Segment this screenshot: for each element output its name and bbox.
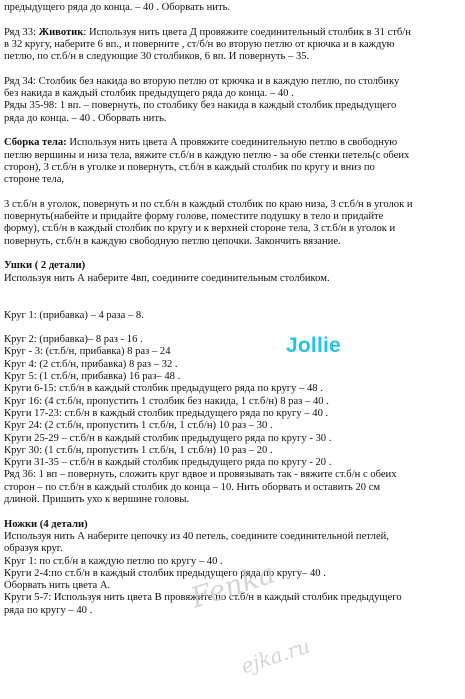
line-text: Круги 31-35 – ст.б/н в каждый столбик предыдущего ряда по кругу - 20 . — [4, 457, 332, 469]
line-text: Круги 6-15: ст.б/н в каждый столбик предыдущего ряда по кругу – 48 . — [4, 383, 323, 395]
text-line — [4, 334, 143, 346]
text-line — [4, 27, 411, 39]
text-line — [4, 383, 323, 395]
text-line — [4, 482, 380, 494]
line-text: Используя нить А наберите цепочку из 40 петель, соедините соединительной петлей, — [4, 530, 389, 542]
line-text: Ряд 34: Столбик без накида во вторую петлю от крючка и в каждую петлю, по столбику — [4, 75, 400, 87]
line-text: 3 ст.б/н в уголок, повернуть и по ст.б/н в каждый столбик по краю низа, 3 ст.б/н в уголок и — [4, 198, 413, 210]
line-text: Круг 1: (прибавка) – 4 раза – 8. — [4, 309, 144, 321]
line-text: петлю вершины и низа тела, вяжите ст.б/н в каждую петлю - за обе стенки петель(с обеих — [4, 149, 410, 161]
text-line — [4, 162, 375, 174]
line-text: образуя круг. — [4, 543, 63, 555]
line-text: Круги 2-4:по ст.б/н в каждый столбик предыдущего ряда по кругу– 40 . — [4, 567, 326, 579]
text-line — [4, 531, 389, 543]
text-line — [4, 310, 144, 322]
section-heading: Животик — [38, 26, 84, 38]
text-line — [4, 174, 64, 186]
line-text: сторон), 3 ст.б/н в уголке и повернуть, ст.б/н в каждый столбик по кругу и вниз по — [4, 161, 375, 173]
text-line — [4, 396, 329, 408]
text-line — [4, 223, 395, 235]
text-line — [4, 568, 326, 580]
text-line — [4, 100, 396, 112]
line-text: : Используя нить цвета Д провяжите соединительный столбик в 31 стб/н — [83, 26, 411, 38]
line-text: длиной. Пришить ухо к вершине головы. — [4, 494, 190, 505]
text-line — [4, 469, 397, 481]
text-line — [4, 236, 341, 248]
line-text: Круги 17-23: ст.б/н в каждый столбик предыдущего ряда по кругу – 40 . — [4, 407, 329, 419]
section-heading: Ножки (4 детали) — [4, 518, 88, 530]
text-line — [4, 51, 309, 63]
section-heading: Ушки ( 2 детали) — [4, 260, 86, 272]
text-line — [4, 420, 273, 432]
section-heading: Сборка тела: — [4, 137, 67, 149]
line-text: повернуть, ст.б/н в каждую свободную петлю цепочки. Закончить вязание. — [4, 235, 341, 247]
text-line — [4, 580, 110, 592]
line-text: в 32 кругу, наберите 6 вп., и поверните , ст/б/н во вторую петлю от крючка и в каждую — [4, 38, 395, 50]
text-line — [4, 260, 85, 272]
text-line — [4, 556, 223, 568]
text-line — [4, 273, 330, 285]
text-line — [4, 39, 395, 51]
line-text: Ряд 36: 1 вп – повернуть, сложить круг вдвое и провязывать так - вяжите ст.б/н с обеих — [4, 469, 397, 481]
text-line — [4, 494, 189, 506]
text-line — [4, 543, 63, 555]
line-text: Ряды 35-98: 1 вп. – повернуть, по столбику без накида в каждый столбик предыдущего — [4, 100, 397, 112]
text-line — [4, 2, 230, 14]
text-line — [4, 433, 331, 445]
line-text: Круг 4: (2 ст.б/н, прибавка) 8 раз – 32 . — [4, 358, 178, 370]
line-text: Круг 5: (1 ст.б/н, прибавка) 16 раз– 48 . — [4, 371, 181, 382]
watermark-logo: Fenka — [186, 556, 279, 615]
line-text: стороне тела, — [4, 174, 65, 186]
text-line — [4, 113, 166, 125]
line-text: без накида в каждый столбик предыдущего ряда до конца. – 40 . — [4, 88, 294, 100]
line-text: ряда по кругу – 40 . — [4, 604, 93, 616]
line-text: Круг - 3: (ст.б/н, прибавка) 8 раз – 24 — [4, 346, 171, 358]
line-text: Используя нить цвета А провяжите соединительную петлю в свободную — [66, 137, 398, 149]
text-line — [4, 346, 171, 358]
line-text: Круг 30: (1 ст.б/н, пропустить 1 ст.б/н, 1 ст.б/н) 10 раз – 20 . — [4, 444, 273, 456]
line-text: Круг 16: (4 ст.б/н, пропустить 1 столбик без накида, 1 ст.б/н) 8 раз – 40 . — [4, 395, 329, 407]
line-text: Круг 2: (прибавка)– 8 раз - 16 . — [4, 334, 143, 346]
line-text: форму), ст.б/н в каждый столбик по кругу и к верхней стороне тела, 3 ст.б/н в уголок и — [4, 223, 396, 235]
line-text: петлю, по ст.б/н в следующие 30 столбиков, 6 вп. И повернуть – 35. — [4, 51, 310, 63]
text-line — [4, 605, 92, 617]
line-prefix: Ряд 33: — [4, 26, 39, 38]
text-line — [4, 445, 273, 457]
text-line — [4, 371, 180, 383]
line-text: Круги 5-7: Используя нить цвета В провяжите по ст.б/н в каждый столбик предыдущего — [4, 592, 402, 604]
text-line — [4, 408, 328, 420]
text-line — [4, 150, 409, 162]
line-text: ряда до конца. – 40 . Оборвать нить. — [4, 112, 167, 124]
line-text: Круги 25-29 – ст.б/н в каждый столбик предыдущего ряда по кругу - 30 . — [4, 432, 332, 444]
text-line — [4, 457, 331, 469]
line-text: Используя нить А наберите 4вп, соедините соединительным столбиком. — [4, 272, 330, 284]
text-line — [4, 76, 399, 88]
text-line — [4, 137, 397, 149]
line-text: сторон – по ст.б/н в каждый столбик до конца – 10. Нить оборвать и оставить 20 см — [4, 481, 381, 493]
line-text: повернуть(набейте и придайте форму голове, поместите подушку в тело и придайте — [4, 211, 384, 223]
line-text: предыдущего ряда до конца. – 40 . Оборвать нить. — [4, 2, 231, 13]
line-text: Круг 24: (2 ст.б/н, пропустить 1 ст.б/н, 1 ст.б/н) 10 раз – 30 . — [4, 420, 273, 432]
text-line — [4, 199, 413, 211]
watermark-site: ejka.ru — [237, 633, 313, 679]
line-text: Круг 1: по ст.б/н в каждую петлю по кругу – 40 . — [4, 555, 223, 567]
line-text: Оборвать нить цвета А. — [4, 580, 111, 592]
text-line — [4, 88, 294, 100]
text-line — [4, 211, 383, 223]
jollie-logo: Jollie — [286, 334, 341, 357]
text-line — [4, 359, 178, 371]
text-line — [4, 519, 88, 531]
